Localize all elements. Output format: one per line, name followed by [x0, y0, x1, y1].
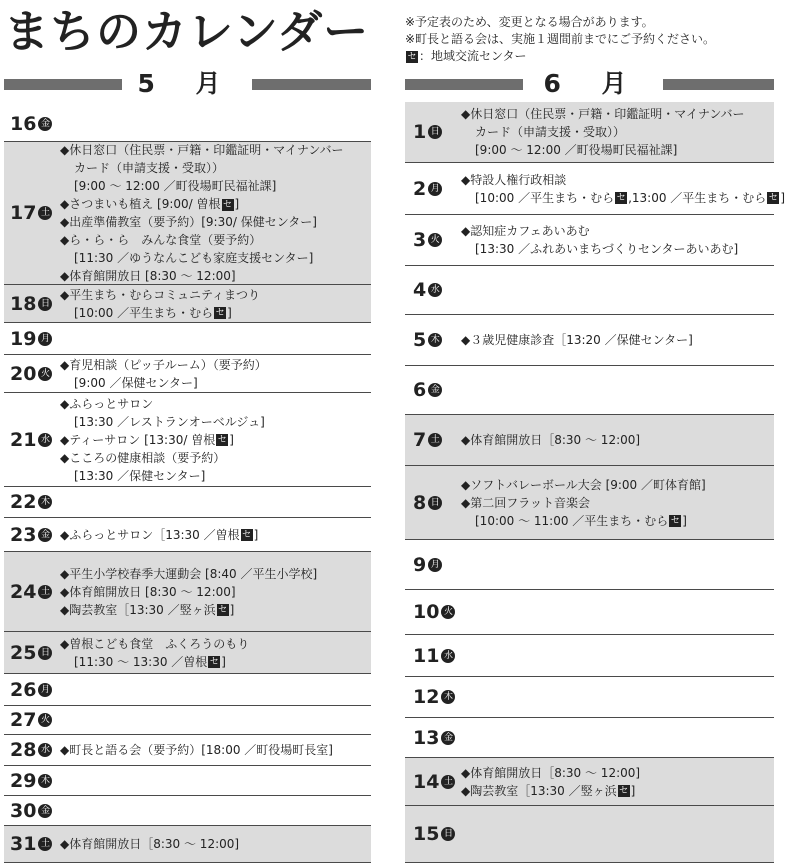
event-line: ◆体育館開放日 [8:30 ～ 12:00]: [60, 584, 236, 599]
day-date: [10, 735, 52, 765]
day-date: [10, 142, 52, 284]
day-date: [413, 718, 455, 757]
day-date: [10, 796, 52, 825]
day-date: [413, 102, 442, 162]
weekday-icon: 木: [38, 495, 52, 509]
day-date: [10, 826, 52, 862]
day-date: [10, 323, 52, 354]
event-line: カード（申請支援・受取））: [475, 125, 626, 139]
may-day-row: [4, 355, 371, 393]
weekday-icon: 日: [428, 496, 442, 510]
center-badge-icon: セ: [619, 786, 629, 796]
event-line: ◆ふらっとサロン: [60, 396, 154, 411]
weekday-icon: 土: [38, 837, 52, 851]
weekday-icon: 日: [38, 646, 52, 660]
event-line: [11:30 ／ゆうなんこども家庭支援センター]: [74, 251, 314, 265]
day-date: [413, 215, 442, 265]
day-events: [461, 758, 640, 805]
day-date: [413, 466, 442, 539]
event-line: ◆体育館開放日 [8:30 ～ 12:00]: [60, 269, 236, 283]
day-events: [461, 415, 640, 465]
day-events: [60, 632, 249, 673]
june-day-row: [405, 590, 774, 635]
event-line: ◆認知症カフェあいあむ: [461, 224, 590, 238]
june-day-row: [405, 163, 785, 215]
june-day-row: [405, 718, 774, 758]
day-number: 30: [10, 799, 37, 822]
day-events: [60, 355, 267, 392]
day-number: 20: [10, 362, 37, 385]
event-line: ◆休日窓口（住民票・戸籍・印鑑証明・マイナンバー: [60, 143, 344, 157]
day-number: 3: [413, 229, 427, 251]
day-events: [461, 102, 745, 162]
event-line: ◆３歳児健康診査［13:20 ／保健センター]: [461, 333, 693, 347]
day-events: [461, 315, 693, 365]
event-line: ◆曽根こども食堂 ふくろうのもり: [60, 636, 250, 651]
event-line: ◆平生小学校春季大運動会 [8:40 ／平生小学校]: [60, 566, 318, 581]
weekday-icon: 月: [38, 683, 52, 697]
page-title: まちのカレンダー: [4, 5, 370, 58]
weekday-icon: 金: [441, 731, 455, 745]
day-number: 7: [413, 429, 427, 451]
may-day-row: [4, 393, 371, 487]
day-date: [10, 487, 52, 517]
center-badge-icon: セ: [242, 530, 252, 540]
day-number: 4: [413, 279, 427, 301]
event-line: ◆ら・ら・ら みんな食堂（要予約）: [60, 233, 262, 247]
event-line: ◆体育館開放日［8:30 ～ 12:00]: [60, 837, 240, 851]
day-number: 28: [10, 739, 37, 761]
day-date: [413, 366, 442, 414]
june-column: [405, 102, 785, 863]
event-line: ◆陶芸教室［13:30 ／竪ヶ浜 セ ]: [60, 602, 235, 617]
weekday-icon: 火: [428, 233, 442, 247]
day-number: 1: [413, 121, 427, 143]
day-events: [60, 735, 333, 765]
event-line: ◆陶芸教室［13:30 ／竪ヶ浜 セ ]: [461, 783, 636, 798]
june-day-row: [405, 102, 774, 163]
day-events: [60, 552, 317, 631]
weekday-icon: 水: [428, 283, 442, 297]
may-day-row: [4, 674, 371, 706]
weekday-icon: 金: [38, 528, 52, 542]
weekday-icon: 水: [441, 649, 455, 663]
day-events: [461, 215, 738, 265]
center-badge-icon: セ: [217, 435, 227, 445]
june-header: [405, 69, 774, 99]
day-date: [413, 590, 455, 634]
day-date: [10, 766, 52, 795]
may-day-row: [4, 106, 371, 142]
may-day-row: [4, 323, 371, 355]
may-day-row: [4, 142, 371, 285]
day-number: 25: [10, 641, 37, 664]
weekday-icon: 土: [38, 585, 52, 599]
day-date: [413, 415, 442, 465]
may-day-row: [4, 487, 371, 518]
center-badge-icon: セ: [215, 308, 225, 318]
day-number: 23: [10, 523, 37, 546]
weekday-icon: 木: [441, 690, 455, 704]
day-number: 13: [413, 726, 440, 749]
event-line: [10:00 ／平生まち・むら セ ,13:00 ／平生まち・むら セ ]: [475, 190, 785, 205]
day-events: [60, 142, 344, 284]
center-badge-icon: セ: [768, 193, 778, 203]
june-day-row: [405, 215, 774, 266]
day-number: 5: [413, 329, 427, 351]
may-day-row: [4, 796, 371, 826]
day-number: 22: [10, 491, 37, 513]
event-line: ◆ティーサロン [13:30/ 曽根 セ ]: [60, 432, 234, 447]
weekday-icon: 木: [38, 774, 52, 788]
day-number: 14: [413, 770, 440, 793]
event-line: [10:00 ～ 11:00 ／平生まち・むら セ ]: [475, 513, 687, 528]
day-number: 19: [10, 327, 37, 350]
day-date: [413, 806, 455, 862]
day-number: 9: [413, 553, 427, 576]
center-badge-icon: セ: [407, 51, 417, 62]
may-day-row: [4, 518, 371, 552]
day-number: 24: [10, 580, 37, 603]
event-line: [13:30 ／ふれあいまちづくりセンターあいあむ]: [475, 242, 739, 256]
day-events: [60, 826, 239, 862]
day-number: 21: [10, 428, 37, 451]
weekday-icon: 金: [38, 804, 52, 818]
day-date: [10, 674, 52, 705]
event-line: ◆平生まち・むらコミュニティまつり: [60, 287, 261, 302]
event-line: ◆体育館開放日［8:30 ～ 12:00]: [461, 765, 641, 780]
may-header: [4, 69, 371, 99]
event-line: ◆休日窓口（住民票・戸籍・印鑑証明・マイナンバー: [461, 107, 745, 121]
note-line: セ ：地域交流センター: [407, 49, 527, 63]
event-line: カード（申請支援・受取））: [74, 161, 225, 175]
day-number: 10: [413, 601, 440, 623]
day-events: [461, 163, 785, 214]
day-events: [60, 285, 260, 322]
day-date: [413, 540, 442, 589]
event-line: [11:30 ～ 13:30 ／曽根 セ ]: [74, 654, 226, 669]
weekday-icon: 月: [38, 332, 52, 346]
day-number: 15: [413, 823, 440, 845]
day-number: 12: [413, 686, 440, 708]
weekday-icon: 日: [441, 827, 455, 841]
june-day-row: [405, 758, 774, 806]
may-day-row: [4, 285, 371, 323]
june-day-row: [405, 366, 774, 415]
center-badge-icon: セ: [616, 193, 626, 203]
weekday-icon: 月: [428, 558, 442, 572]
notes: [405, 14, 715, 65]
note-line: ※予定表のため、変更となる場合があります。: [405, 15, 654, 29]
note-line: ※町長と語る会は、実施１週間前までにご予約ください。: [405, 32, 716, 46]
weekday-icon: 火: [441, 605, 455, 619]
june-header-label: 6 月: [543, 69, 643, 98]
day-date: [413, 163, 442, 214]
event-line: ◆ふらっとサロン［13:30 ／曽根 セ ]: [60, 527, 259, 542]
weekday-icon: 火: [38, 367, 52, 381]
event-line: ◆第二回フラット音楽会: [461, 495, 590, 510]
event-line: [9:00 ／保健センター]: [74, 375, 198, 390]
day-number: 8: [413, 491, 427, 514]
center-badge-icon: セ: [223, 199, 233, 210]
day-date: [413, 635, 455, 676]
event-line: ◆こころの健康相談（要予約）: [60, 450, 226, 465]
day-date: [413, 315, 442, 365]
may-header-label: 5 月: [137, 69, 237, 98]
weekday-icon: 土: [441, 775, 455, 789]
weekday-icon: 火: [38, 713, 52, 727]
day-number: 26: [10, 678, 37, 701]
weekday-icon: 土: [38, 206, 52, 220]
weekday-icon: 金: [428, 383, 442, 397]
may-day-row: [4, 826, 371, 863]
event-line: ◆出産準備教室（要予約）[9:30/ 保健センター]: [60, 215, 317, 229]
may-day-row: [4, 735, 371, 766]
day-number: 27: [10, 709, 37, 731]
event-line: [13:30 ／保健センター]: [74, 468, 206, 483]
day-date: [10, 285, 52, 322]
weekday-icon: 日: [38, 297, 52, 311]
day-date: [10, 106, 52, 141]
june-day-row: [405, 806, 774, 863]
event-line: [13:30 ／レストランオーベルジュ]: [74, 414, 265, 429]
center-badge-icon: セ: [209, 657, 219, 667]
weekday-icon: 土: [428, 433, 442, 447]
event-line: [9:00 ～ 12:00 ／町役場町民福祉課]: [475, 143, 678, 157]
day-events: [60, 518, 258, 551]
day-number: 2: [413, 177, 427, 200]
weekday-icon: 木: [428, 333, 442, 347]
june-day-row: [405, 540, 774, 590]
day-number: 31: [10, 833, 37, 855]
event-line: ◆町長と語る会（要予約）[18:00 ／町役場町長室]: [60, 743, 333, 757]
day-number: 16: [10, 112, 37, 135]
june-day-row: [405, 315, 774, 366]
day-date: [10, 393, 52, 486]
event-line: ◆体育館開放日［8:30 ～ 12:00]: [461, 433, 641, 447]
event-line: ◆ソフトバレーボール大会 [9:00 ／町体育館]: [461, 477, 706, 492]
day-date: [413, 677, 455, 717]
weekday-icon: 金: [38, 117, 52, 131]
day-date: [10, 355, 52, 392]
center-badge-icon: セ: [218, 605, 228, 615]
center-badge-icon: セ: [670, 516, 680, 526]
june-day-row: [405, 415, 774, 466]
day-date: [413, 266, 442, 314]
june-day-row: [405, 266, 774, 315]
event-line: ◆育児相談（ピッ子ルーム）（要予約）: [60, 357, 267, 372]
june-day-row: [405, 635, 774, 677]
day-number: 6: [413, 379, 427, 401]
day-date: [413, 758, 455, 805]
day-number: 17: [10, 202, 37, 224]
event-line: [10:00 ／平生まち・むら セ ]: [74, 305, 232, 320]
may-day-row: [4, 632, 371, 674]
weekday-icon: 水: [38, 433, 52, 447]
may-column: [4, 106, 371, 863]
event-line: [9:00 ～ 12:00 ／町役場町民福祉課]: [74, 179, 277, 193]
day-number: 11: [413, 644, 440, 667]
day-events: [60, 393, 265, 486]
weekday-icon: 水: [38, 743, 52, 757]
june-day-row: [405, 466, 774, 540]
day-number: 18: [10, 292, 37, 315]
day-date: [10, 518, 52, 551]
event-line: ◆さつまいも植え [9:00/ 曽根 セ ]: [60, 197, 240, 211]
day-date: [10, 706, 52, 734]
day-date: [10, 632, 52, 673]
day-number: 29: [10, 769, 37, 792]
day-events: [461, 466, 706, 539]
weekday-icon: 日: [428, 125, 442, 139]
weekday-icon: 月: [428, 182, 442, 196]
may-day-row: [4, 552, 371, 632]
event-line: ◆特設人権行政相談: [461, 172, 567, 187]
may-day-row: [4, 766, 371, 796]
day-date: [10, 552, 52, 631]
june-day-row: [405, 677, 774, 718]
may-day-row: [4, 706, 371, 735]
